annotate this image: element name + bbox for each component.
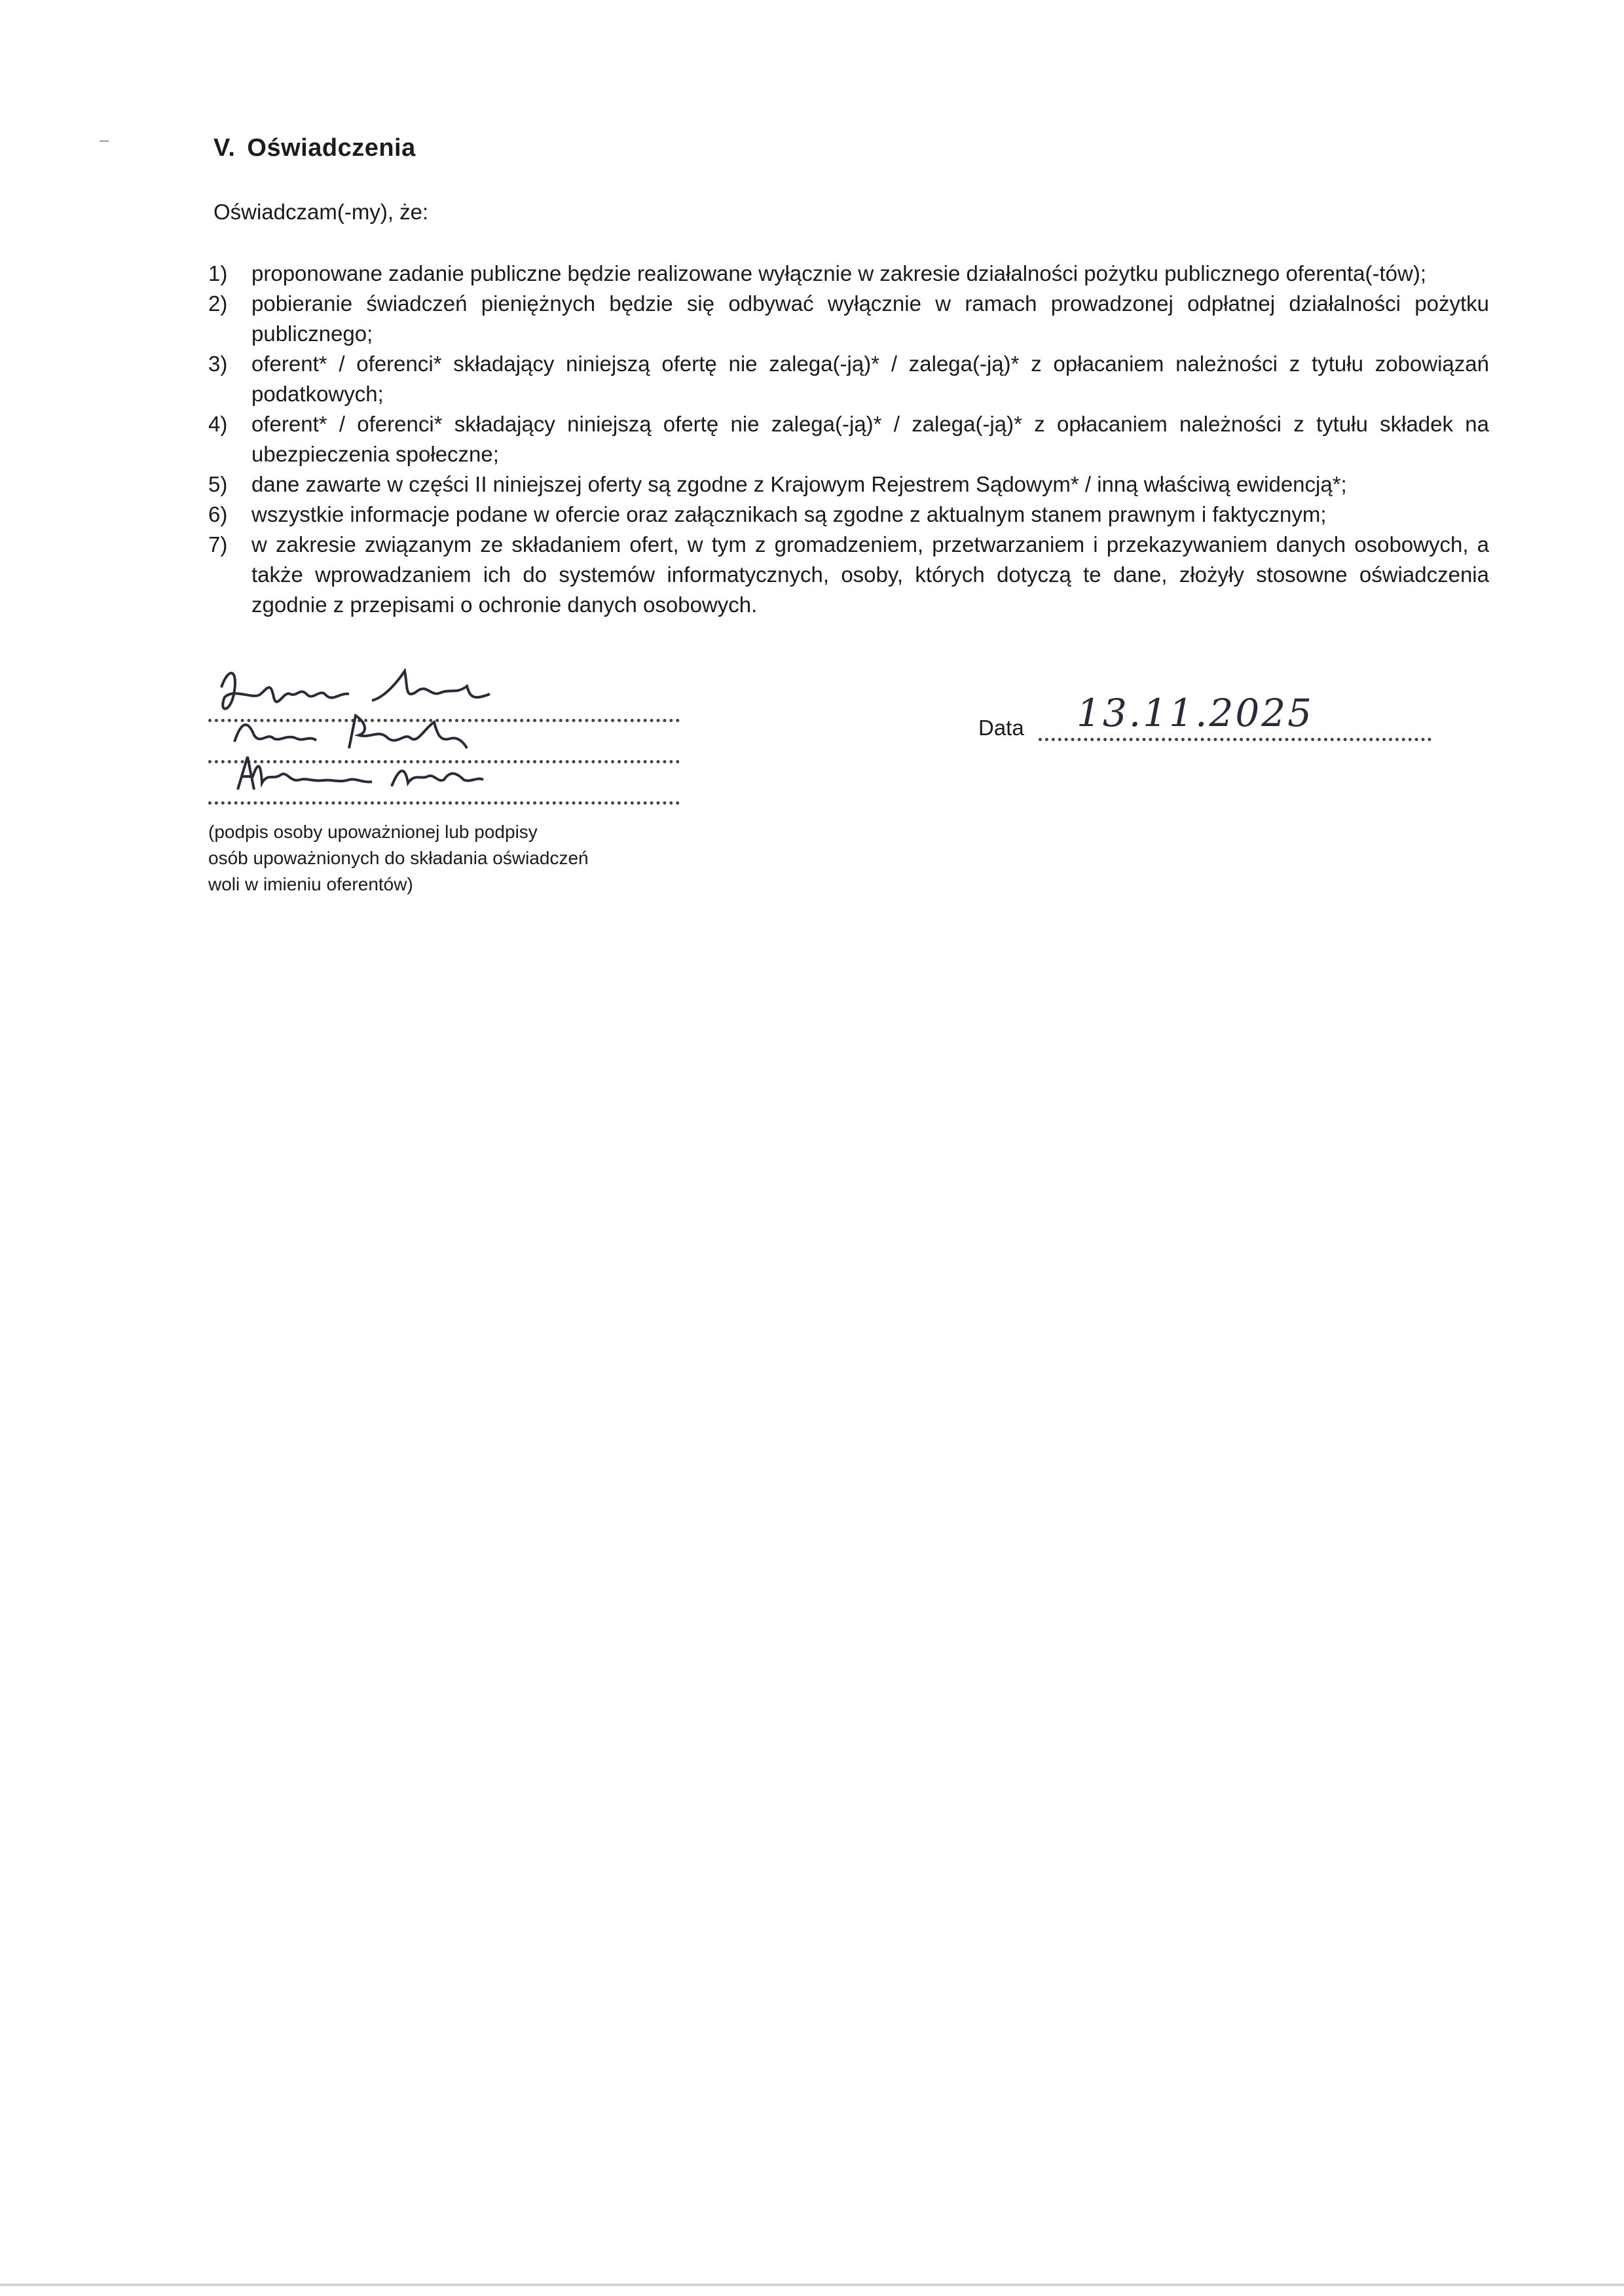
item-text: wszystkie informacje podane w ofercie oraz załącznikach są zgodne z aktualnym stanem prawnym i faktycznym; — [251, 502, 1327, 526]
section-heading — [213, 134, 416, 162]
date-field — [978, 691, 1430, 740]
declaration-item — [208, 289, 1489, 349]
caption-line: (podpis osoby upoważnionej lub podpisy — [208, 822, 538, 842]
caption-line: woli w imieniu oferentów) — [208, 874, 413, 894]
section-number: V. — [213, 134, 236, 162]
item-number: 1) — [208, 261, 228, 285]
section-title: Oświadczenia — [247, 134, 416, 162]
date-dotted-line — [1039, 738, 1431, 741]
item-number: 2) — [208, 291, 228, 316]
item-number: 3) — [208, 352, 228, 376]
declaration-item — [208, 530, 1489, 620]
intro-text: Oświadczam(-my), że: — [213, 200, 429, 224]
item-text: oferent* / oferenci* składający niniejszą ofertę nie zalega(-ją)* / zalega(-ją)* z opłacaniem należności z tytułu składek na ubezpieczenia społeczne; — [251, 412, 1489, 466]
item-text: oferent* / oferenci* składający niniejszą ofertę nie zalega(-ją)* / zalega(-ją)* z opłacaniem należności z tytułu zobowiązań podatkowych; — [251, 352, 1489, 406]
declaration-item — [208, 349, 1489, 409]
item-number: 4) — [208, 412, 228, 436]
item-number: 6) — [208, 502, 228, 526]
item-number: 7) — [208, 532, 228, 556]
declaration-item — [208, 259, 1489, 289]
declaration-item — [208, 500, 1489, 530]
item-text: dane zawarte w części II niniejszej oferty są zgodne z Krajowym Rejestrem Sądowym* / inną właściwą ewidencją*; — [251, 472, 1347, 496]
caption-line: osób upoważnionych do składania oświadczeń — [208, 848, 589, 868]
item-text: pobieranie świadczeń pieniężnych będzie się odbywać wyłącznie w ramach prowadzonej odpłatnej działalności pożytku publicznego; — [251, 291, 1489, 346]
scan-bottom-edge — [0, 2284, 1624, 2286]
item-number: 5) — [208, 472, 228, 496]
date-label: Data — [978, 716, 1024, 740]
declarations-list — [208, 259, 1489, 620]
date-value-handwritten: 13.11.2025 — [1077, 691, 1314, 735]
item-text: proponowane zadanie publiczne będzie realizowane wyłącznie w zakresie działalności pożytku publicznego oferenta(-tów); — [251, 261, 1427, 285]
item-text: w zakresie związanym ze składaniem ofert, w tym z gromadzeniem, przetwarzaniem i przekazywaniem danych osobowych, a także wprowadzaniem ich do systemów informatycznych, osoby, których dotyczą te dane, złożyły stosowne oświadczenia zgodnie z przepisami o ochronie danych osobowych. — [251, 532, 1489, 617]
signature-line-3 — [208, 763, 680, 805]
handwritten-signature-3 — [208, 744, 536, 809]
signature-block — [208, 681, 680, 898]
declaration-item — [208, 409, 1489, 469]
declaration-item — [208, 469, 1489, 500]
signature-caption — [208, 819, 680, 898]
scan-artifact — [100, 140, 109, 142]
